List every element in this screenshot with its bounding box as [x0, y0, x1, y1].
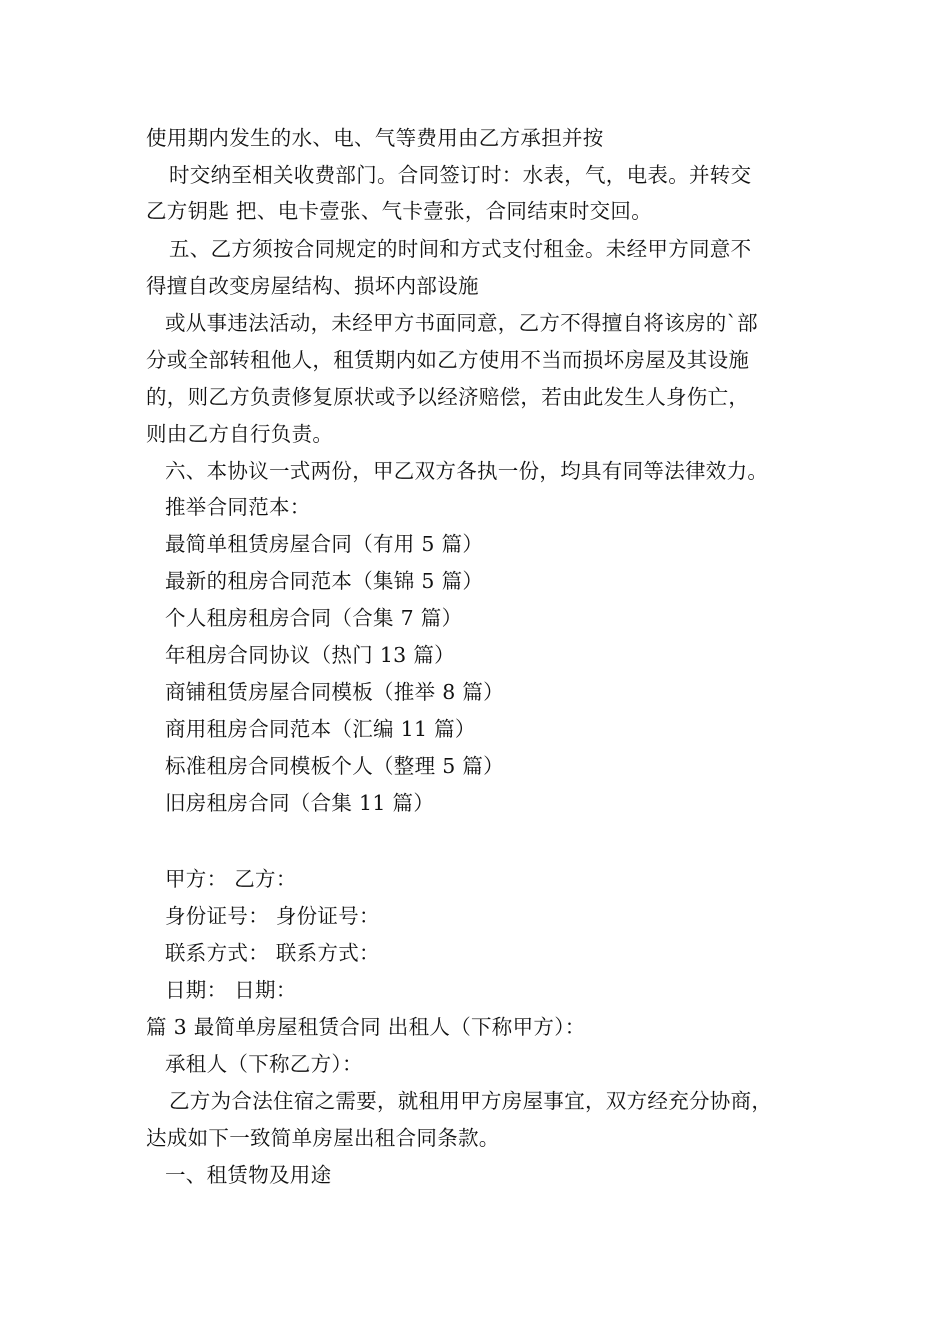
text-line-4: 五、乙方须按合同规定的时间和方式支付租金。未经甲方同意不 — [169, 237, 752, 261]
text-line-7: 分或全部转租他人，租赁期内如乙方使用不当而损坏房屋及其设施 — [146, 348, 750, 372]
list-item-2: 最新的租房合同范本（集锦 5 篇） — [165, 569, 484, 593]
text-line-8: 的，则乙方负责修复原状或予以经济赔偿，若由此发生人身伤亡， — [146, 385, 750, 409]
signature-party: 甲方： 乙方： — [165, 867, 297, 891]
clause-heading-1: 一、租赁物及用途 — [165, 1163, 332, 1187]
signature-date: 日期： 日期： — [165, 978, 297, 1002]
list-item-1: 最简单租赁房屋合同（有用 5 篇） — [165, 532, 484, 556]
list-item-8: 旧房租房合同（合集 11 篇） — [165, 791, 435, 815]
text-line-10: 六、本协议一式两份，甲乙双方各执一份，均具有同等法律效力。 — [165, 459, 769, 483]
text-line-2: 时交纳至相关收费部门。合同签订时：水表，气，电表。并转交 — [169, 163, 752, 187]
text-line-1: 使用期内发生的水、电、气等费用由乙方承担并按 — [146, 126, 604, 150]
text-line-6: 或从事违法活动，未经甲方书面同意，乙方不得擅自将该房的`部 — [165, 311, 758, 335]
list-item-4: 年租房合同协议（热门 13 篇） — [165, 643, 455, 667]
list-item-5: 商铺租赁房屋合同模板（推举 8 篇） — [165, 680, 504, 704]
text-line-9: 则由乙方自行负责。 — [146, 422, 334, 446]
section-heading-3: 篇 3 最简单房屋租赁合同 出租人（下称甲方）： — [146, 1015, 586, 1039]
text-line-5: 得擅自改变房屋结构、损坏内部设施 — [146, 274, 479, 298]
text-line-purpose: 乙方为合法住宿之需要，就租用甲方房屋事宜，双方经充分协商， — [169, 1089, 773, 1113]
text-line-lessee: 承租人（下称乙方）： — [165, 1052, 363, 1076]
text-line-3: 乙方钥匙 把、电卡壹张、气卡壹张，合同结束时交回。 — [146, 199, 653, 223]
list-item-6: 商用租房合同范本（汇编 11 篇） — [165, 717, 476, 741]
list-item-3: 个人租房租房合同（合集 7 篇） — [165, 606, 463, 630]
signature-id: 身份证号： 身份证号： — [165, 904, 380, 928]
text-line-11: 推举合同范本： — [165, 495, 311, 519]
signature-contact: 联系方式： 联系方式： — [165, 941, 380, 965]
list-item-7: 标准租房合同模板个人（整理 5 篇） — [165, 754, 504, 778]
text-line-agreement: 达成如下一致简单房屋出租合同条款。 — [146, 1126, 500, 1150]
